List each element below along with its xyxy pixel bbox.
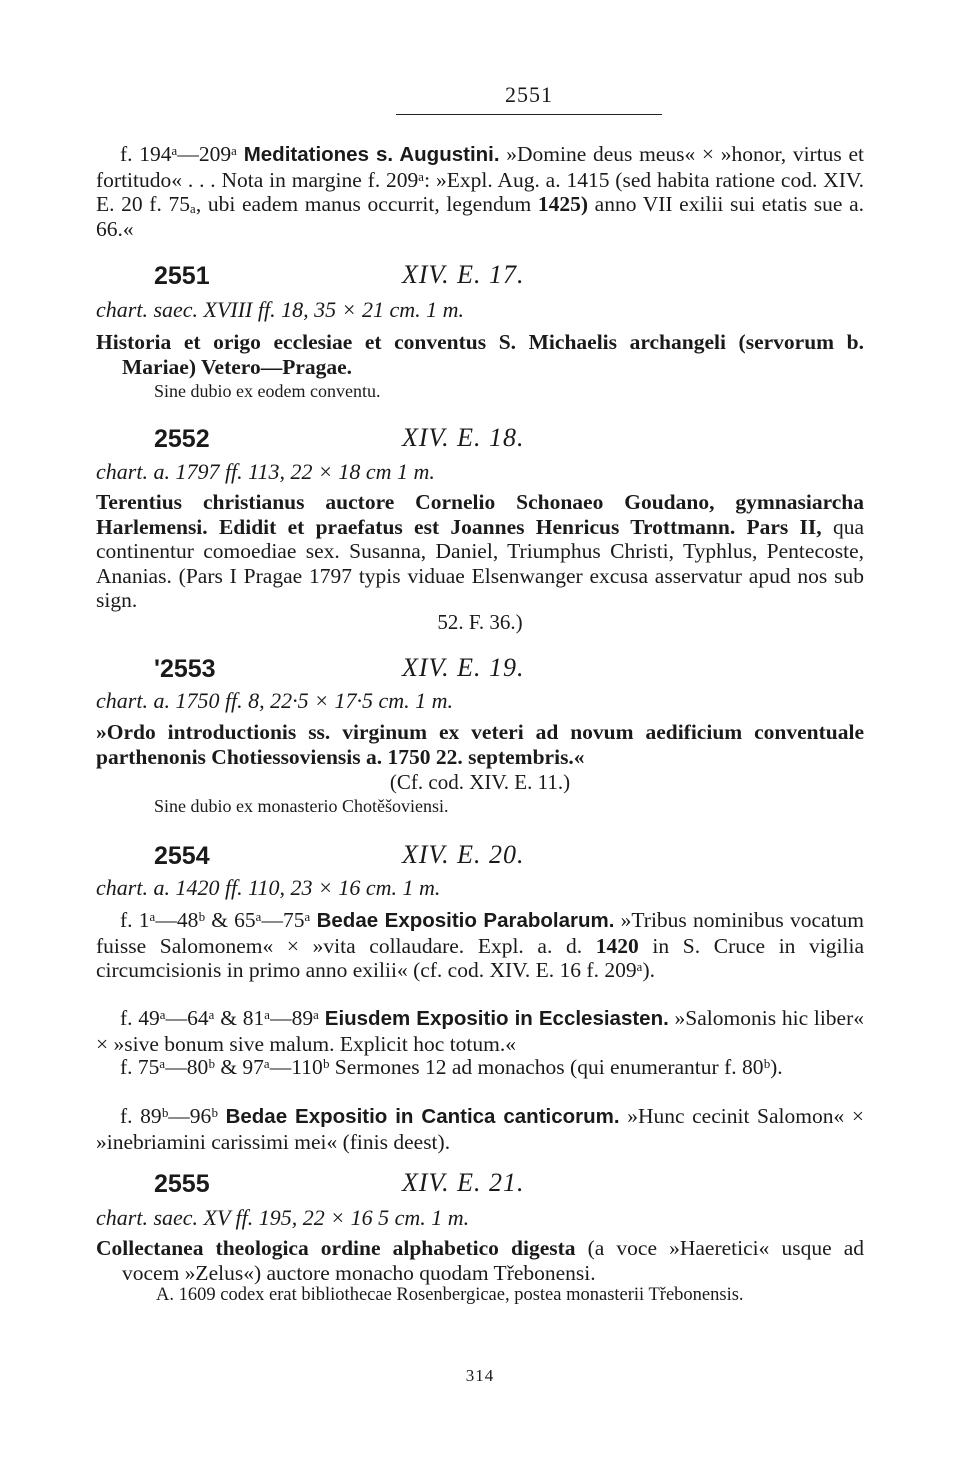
content-item-2554-1 xyxy=(96,908,864,983)
entry-number-2551: 2551 xyxy=(154,262,210,290)
incipit-explicit: »Hunc cecinit Salomon« × »inebriamini carissimi mei« (finis deest). xyxy=(96,1104,864,1154)
folio-range: f. 89ᵇ—96ᵇ xyxy=(120,1104,226,1128)
header-rule xyxy=(396,114,662,115)
shelf-reference-2552: 52. F. 36.) xyxy=(437,610,523,634)
intro-text: »Domine deus meus« × »honor, virtus et fortitudo« . . . Nota in margine f. 209ᵃ: »Expl. Aug. a. 1415 (sed habita ratione cod. XIV. E. 20 f. 75ₐ, ubi eadem manus occurrit, legendum xyxy=(96,142,865,216)
codex-description-2553: chart. a. 1750 ff. 8, 22·5 × 17·5 cm. 1 m. xyxy=(96,688,454,713)
shelfmark-2551: XIV. E. 17. xyxy=(402,260,525,289)
entry-title-2555-rest: (a voce »Haeretici« usque ad vocem »Zelus«) auctore monacho quodam Třebonensi. xyxy=(122,1236,865,1285)
catalog-page xyxy=(96,0,864,1477)
entry-title-2551: Historia et origo ecclesiae et conventus S. Michaelis archangeli (servorum b. Mariae) Vetero—Pragae. xyxy=(96,330,864,379)
work-title: Bedae Expositio Parabolarum. xyxy=(316,909,615,932)
entry-title-2555-bold: Collectanea theologica ordine alphabetico digesta xyxy=(96,1236,576,1260)
entry-title-2552-rest: qua continentur comoediae sex. Susanna, Daniel, Triumphus Christi, Typhlus, Pentecoste, Ananias. (Pars I Pragae 1797 typis viduae Elsenwanger excusa asservatur apud nos sub sign. xyxy=(96,514,865,612)
provenance-note-2553: Sine dubio ex monasterio Chotěšoviensi. xyxy=(154,796,449,816)
codex-description-2552: chart. a. 1797 ff. 113, 22 × 18 cm 1 m. xyxy=(96,459,435,484)
incipit-explicit-end: in S. Cruce in vigilia circumcisionis in primo anno exilii« (cf. cod. XIV. E. 16 f. 209ᵃ). xyxy=(96,933,864,982)
shelfmark-2554: XIV. E. 20. xyxy=(402,840,525,869)
entry-title-2552 xyxy=(96,490,864,613)
intro-title: Meditationes s. Augustini. xyxy=(243,143,500,166)
explicit-year: 1420 xyxy=(595,933,639,958)
entry-number-2555: 2555 xyxy=(154,1170,210,1198)
incipit-explicit: »Salomonis hic liber« × »sive bonum sive malum. Explicit hoc totum.« xyxy=(96,1006,865,1056)
content-item-2554-3 xyxy=(96,1055,864,1080)
folio-range: f. 49ᵃ—64ᵃ & 81ᵃ—89ᵃ xyxy=(120,1006,325,1030)
provenance-note-2551: Sine dubio ex eodem conventu. xyxy=(154,381,381,401)
entry-title-2555 xyxy=(96,1236,864,1285)
codex-description-2555: chart. saec. XV ff. 195, 22 × 16 5 cm. 1 m. xyxy=(96,1205,470,1230)
content-item-2554-2 xyxy=(96,1006,864,1056)
shelfmark-2553: XIV. E. 19. xyxy=(402,653,525,682)
page-number: 314 xyxy=(465,1366,495,1385)
cross-reference-2553: (Cf. cod. XIV. E. 11.) xyxy=(389,770,571,794)
shelfmark-2552: XIV. E. 18. xyxy=(402,423,525,452)
intro-paragraph xyxy=(96,142,864,241)
entry-title-2552-bold: Terentius christianus auctore Cornelio Schonaeo Goudano, gymnasiarcha Harlemensi. Edidit et praefatus est Joannes Henricus Trottmann. Pars II, xyxy=(96,490,864,539)
content-item-2554-4 xyxy=(96,1104,864,1154)
provenance-note-2555: A. 1609 codex erat bibliothecae Rosenbergicae, postea monasterii Třebonensis. xyxy=(156,1285,744,1305)
running-head: 2551 xyxy=(505,82,553,107)
intro-text-end: anno VII exilii sui etatis sue a. 66.« xyxy=(96,192,864,241)
work-title: Eiusdem Expositio in Ecclesiasten. xyxy=(324,1007,669,1030)
codex-description-2554: chart. a. 1420 ff. 110, 23 × 16 cm. 1 m. xyxy=(96,875,441,900)
folio-range: f. 1ᵃ—48ᵇ & 65ᵃ—75ᵃ xyxy=(120,908,317,932)
entry-number-2554: 2554 xyxy=(154,842,210,870)
shelfmark-2555: XIV. E. 21. xyxy=(402,1168,525,1197)
entry-number-2553: '2553 xyxy=(154,655,216,683)
entry-title-2553: »Ordo introductionis ss. virginum ex veteri ad novum aedificium conventuale parthenonis Chotiessoviensis a. 1750 22. septembris.« xyxy=(96,720,864,769)
incipit-explicit: »Tribus nominibus vocatum fuisse Salomonem« × »vita collaudare. Expl. a. d. xyxy=(96,908,864,958)
work-title: Bedae Expositio in Cantica canticorum. xyxy=(225,1105,620,1128)
intro-year: 1425) xyxy=(537,192,588,216)
folio-range: f. 75ᵃ—80ᵇ & 97ᵃ—110ᵇ xyxy=(120,1055,335,1079)
intro-folio: f. 194ᵃ—209ᵃ xyxy=(120,142,244,166)
codex-description-2551: chart. saec. XVIII ff. 18, 35 × 21 cm. 1 m. xyxy=(96,297,464,322)
entry-number-2552: 2552 xyxy=(154,425,210,453)
work-description: Sermones 12 ad monachos (qui enumerantur f. 80ᵇ). xyxy=(334,1055,783,1079)
